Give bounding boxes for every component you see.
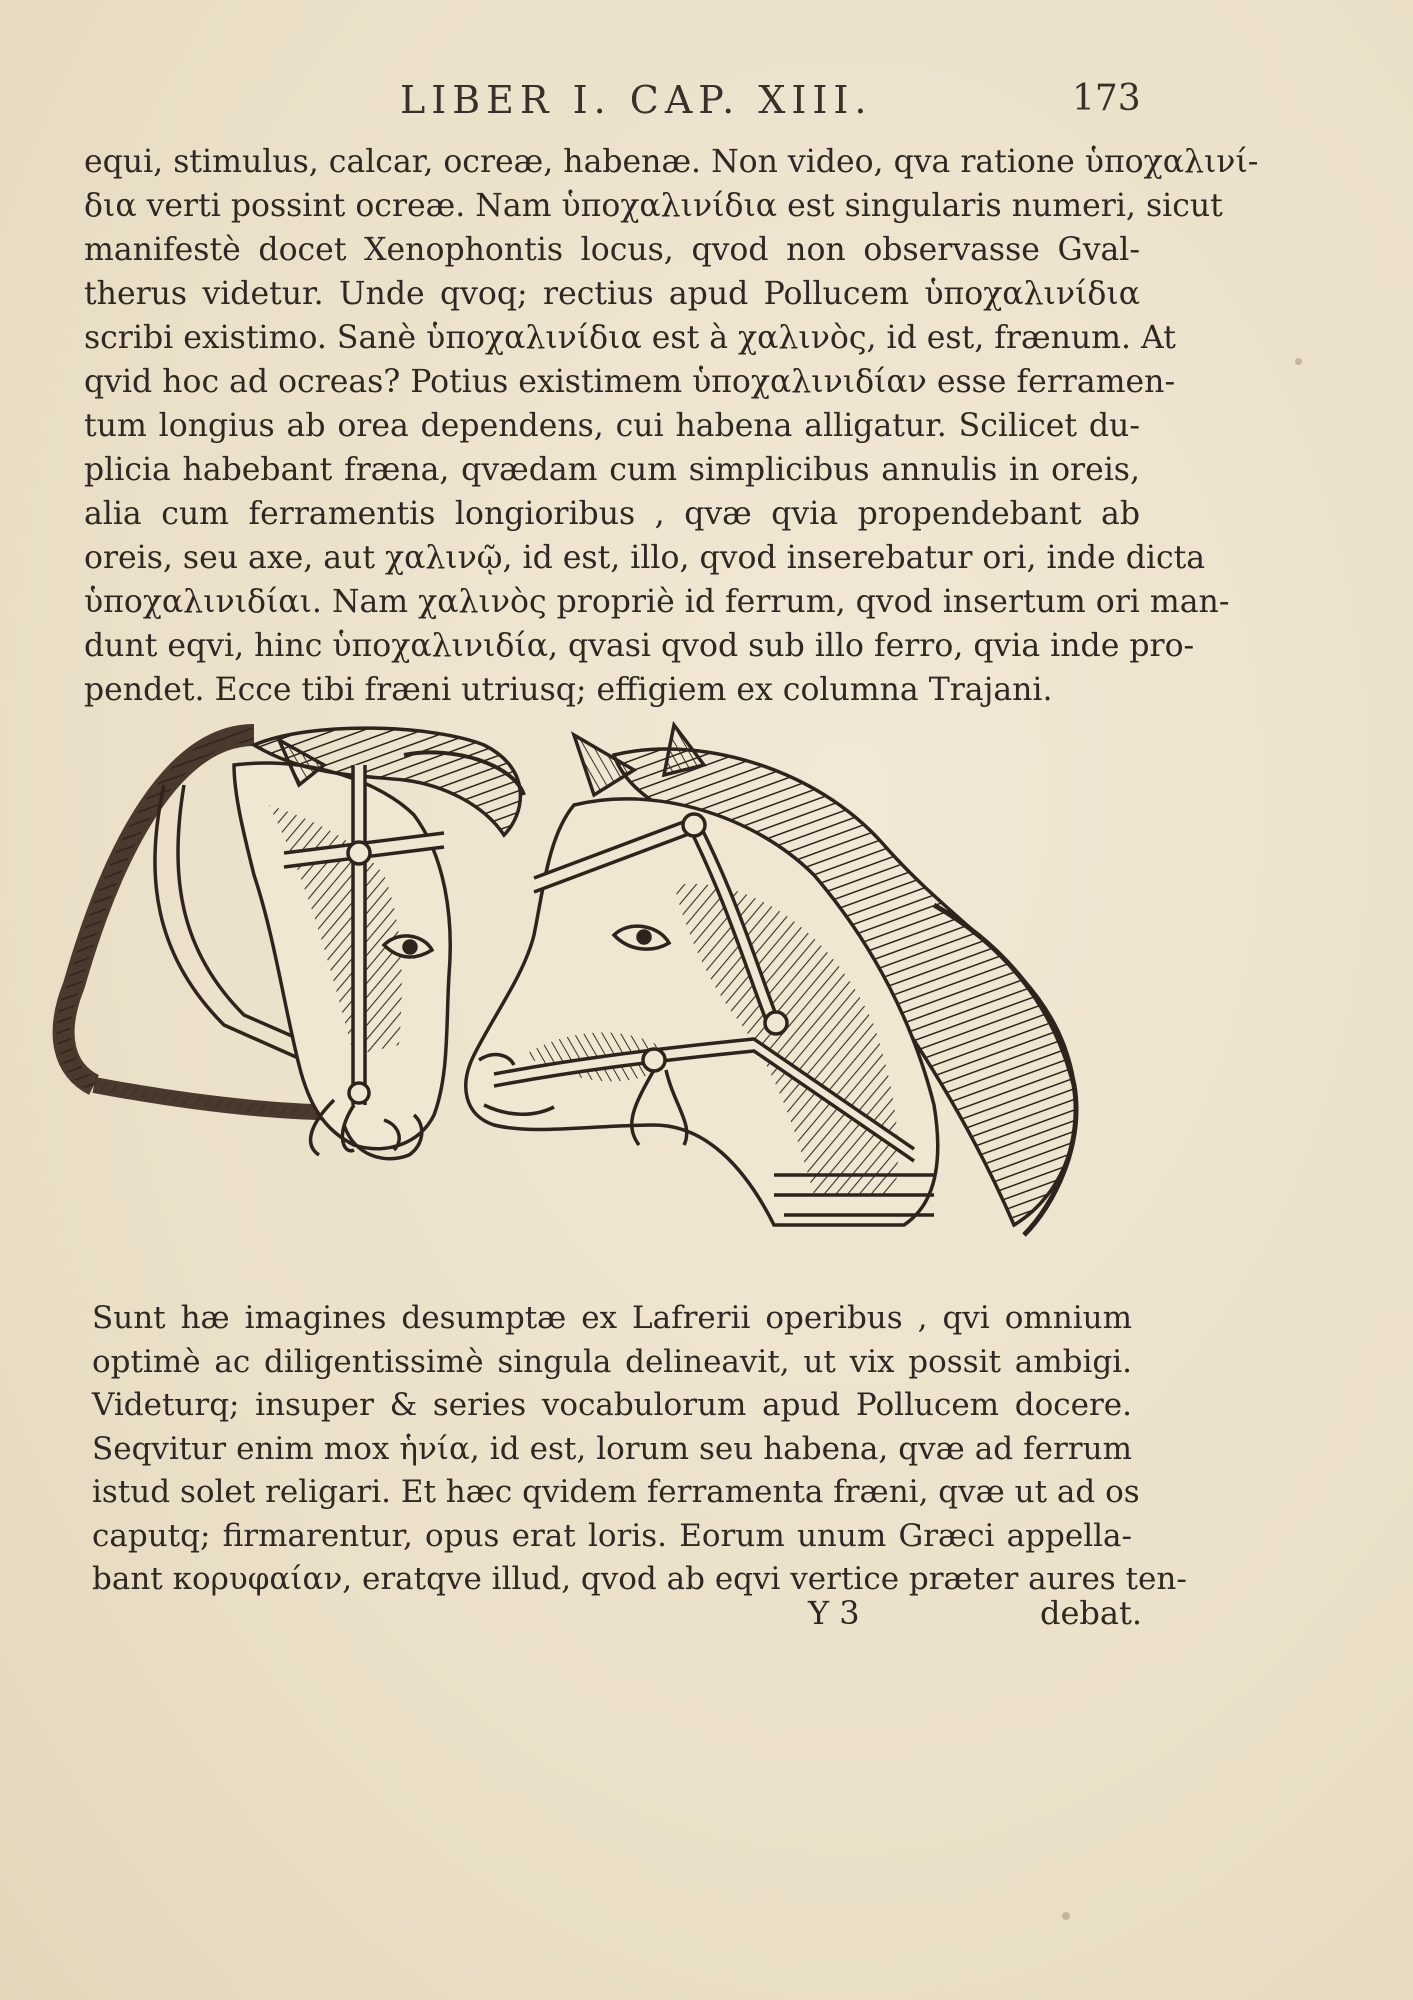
signature-mark: Y 3 [808, 1594, 860, 1632]
text-line: oreis, seu axe, aut χαλινῷ, id est, illo, qvod inserebatur ori, inde dicta [84, 540, 1206, 576]
catchword: debat. [1040, 1594, 1143, 1632]
running-title: LIBER I. CAP. XIII. [400, 78, 873, 122]
upper-paragraph [84, 140, 1259, 712]
page-header [0, 78, 1413, 128]
text-line: Sunt hæ imagines desumptæ ex Lafrerii operibus , qvi omnium [92, 1300, 1132, 1336]
text-line: equi, stimulus, calcar, ocreæ, habenæ. Non video, qva ratione ὑποχαλινί- [84, 144, 1259, 180]
paper-spot [1295, 358, 1302, 365]
lower-paragraph [92, 1297, 1187, 1602]
right-horse-head [466, 725, 1076, 1235]
page-number: 173 [1072, 78, 1141, 119]
text-line: alia cum ferramentis longioribus , qvæ qvia propendebant ab [84, 496, 1140, 532]
text-line: pendet. Ecce tibi fræni utriusq; effigiem ex columna Trajani. [84, 672, 1053, 708]
text-line: Videturq; insuper & series vocabulorum apud Pollucem docere. [92, 1387, 1132, 1423]
text-line: istud solet religari. Et hæc qvidem ferramenta fræni, qvæ ut ad os [92, 1474, 1140, 1510]
text-line: therus videtur. Unde qvoq; rectius apud Pollucem ὑποχαλινίδια [84, 276, 1140, 312]
text-line: optimè ac diligentissimè singula delineavit, ut vix possit ambigi. [92, 1343, 1132, 1380]
paper-spot [1062, 1912, 1070, 1920]
text-line: ὑποχαλινιδίαι. Nam χαλινὸς propriè id ferrum, qvod insertum ori man- [84, 584, 1230, 620]
text-line: Seqvitur enim mox ἡνία, id est, lorum seu habena, qvæ ad ferrum [92, 1430, 1132, 1467]
text-line: manifestè docet Xenophontis locus, qvod non observasse Gval- [84, 232, 1140, 268]
text-line: qvid hoc ad ocreas? Potius existimem ὑποχαλινιδίαν esse ferramen- [84, 364, 1176, 400]
text-line: bant κορυφαίαν, eratqve illud, qvod ab eqvi vertice præter aures ten- [92, 1561, 1187, 1597]
left-horse-head [64, 728, 524, 1159]
text-line: dunt eqvi, hinc ὑποχαλινιδία, qvasi qvod sub illo ferro, qvia inde pro- [84, 628, 1195, 664]
text-line: tum longius ab orea dependens, cui habena alligatur. Scilicet du- [84, 408, 1140, 444]
text-line: plicia habebant fræna, qvædam cum simplicibus annulis in oreis, [84, 452, 1140, 488]
text-line: scribi existimo. Sanè ὑποχαλινίδια est à χαλινὸς, id est, frænum. At [84, 320, 1176, 356]
text-line: caputq; firmarentur, opus erat loris. Eorum unum Græci appella- [92, 1517, 1132, 1554]
woodcut-illustration [54, 725, 1144, 1280]
text-line: δια verti possint ocreæ. Nam ὑποχαλινίδια est singularis numeri, sicut [84, 188, 1223, 224]
